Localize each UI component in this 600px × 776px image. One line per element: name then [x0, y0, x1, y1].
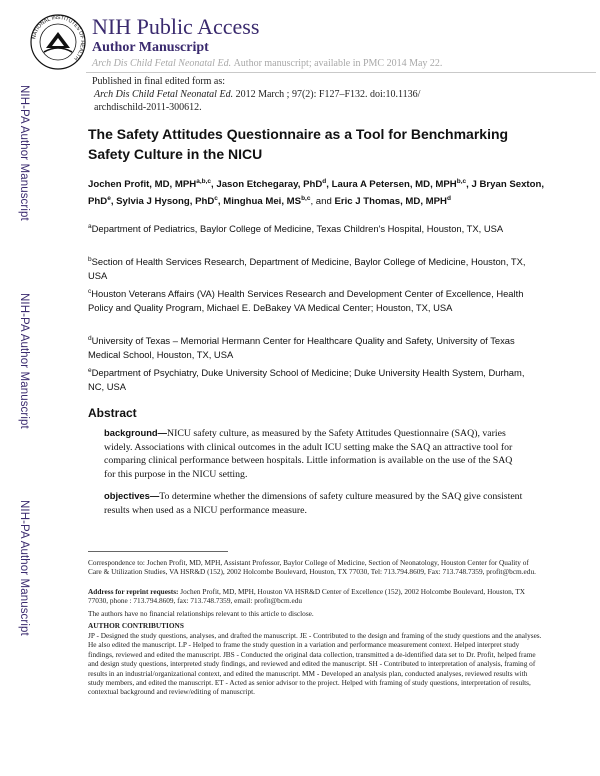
- affiliation-text: Houston Veterans Affairs (VA) Health Services Research and Development Center of Excellence, Health Policy and Quality Program, Michael E. DeBakey VA Medical Center; Houston, TX, USA: [88, 288, 524, 313]
- author-list: [88, 175, 544, 209]
- affiliation-b: [88, 253, 540, 282]
- author-separator: ,: [110, 196, 117, 208]
- author-affil: e: [107, 195, 111, 203]
- affiliation-marker: a: [88, 223, 92, 230]
- affiliation-a: [88, 220, 540, 236]
- author-name: Jason Etchegaray, PhD: [216, 179, 323, 191]
- publication-citation: [92, 88, 420, 101]
- nih-logo: [30, 14, 86, 70]
- footnote-correspondence: Correspondence to: Jochen Profit, MD, MPH, Assistant Professor, Baylor College of Medicine, Section of Neonatology, Houston Center for Quality of Care & Utilization Studies, VA HSR&D (152), 2002 Holcombe Boulevard, Houston, TX 77030, Tel: 713.794.8609, Fax: 713.748.7359, profit@bcm.edu.: [88, 558, 536, 577]
- affiliation-text: Department of Psychiatry, Duke University School of Medicine; Duke University Health System, Durham, NC, USA: [88, 367, 525, 392]
- contributions-text: JP - Designed the study questions, analyses, and drafted the manuscript. JE - Contributed to the design and framing of the study questions and the analyses. He also edited the manuscript. LP - Helped to frame the study question in a variation and performance measurement context. Helped interpret study findings, reviewed and edited the manuscript. JBS - Conducted the original data collection, transmitted a de-identified data set to Dr. Profit, helped frame and design study questions, interpreted study findings, and reviewed and edited the manuscript. SH - Contributed to interpretation of analysis, framing of results in an industrial/organizational context, and edited the manuscript. MM - Developed an analysis plan, conducted analyses, reviewed results with study members, and edited the manuscript. ET - Acted as senior advisor to the project. Helped with framing of study questions, interpretation of results, contextual background and review/editing of manuscript.: [88, 631, 542, 697]
- abstract-objectives: [104, 489, 524, 517]
- author-separator: ,: [466, 179, 472, 191]
- article-title: [88, 124, 548, 164]
- background-label: background—: [104, 427, 168, 438]
- author-separator: ,: [326, 179, 332, 191]
- header-journal: Arch Dis Child Fetal Neonatal Ed.: [92, 58, 232, 69]
- author-name: Eric J Thomas, MD, MPH: [334, 196, 447, 208]
- publication-journal: Arch Dis Child Fetal Neonatal Ed.: [94, 89, 234, 100]
- publication-info: [92, 75, 420, 114]
- author-name: Minghua Mei, MS: [223, 196, 302, 208]
- side-banner-1: NIH-PA Author Manuscript: [18, 85, 30, 221]
- affiliation-c: [88, 285, 540, 314]
- header-subtitle: Author Manuscript: [92, 40, 209, 55]
- affiliation-text: Section of Health Services Research, Department of Medicine, Baylor College of Medicine, Houston, TX, USA: [88, 256, 526, 281]
- author-affil: d: [446, 195, 451, 203]
- publication-volume: 2012 March ; 97(2): F127–F132. doi:10.1136/: [235, 89, 421, 100]
- affiliation-text: University of Texas – Memorial Hermann Center for Healthcare Quality and Safety, University of Texas Medical School, Houston, TX, USA: [88, 335, 515, 360]
- author-name: Jochen Profit, MD, MPH: [88, 179, 197, 191]
- objectives-label: objectives—: [104, 490, 160, 501]
- author-separator: ,: [211, 179, 217, 191]
- author-name: J Bryan Sexton, PhD: [88, 179, 544, 208]
- header-title: NIH Public Access: [92, 14, 260, 39]
- affiliation-marker: c: [88, 288, 92, 295]
- article-title-line-1: The Safety Attitudes Questionnaire as a Tool for Benchmarking: [88, 126, 509, 142]
- footnote-reprint: [88, 587, 544, 606]
- reprint-text: Jochen Profit, MD, MPH, Houston VA HSR&D Center of Excellence (152), 2002 Holcombe Boulevard, Houston, TX 77030, phone : 713.794.8609, fax: 713.748.7359, email: profit@bcm.edu: [88, 587, 526, 606]
- author-affil: d: [322, 178, 327, 185]
- svg-text:NATIONAL INSTITUTES OF HEALTH: NATIONAL INSTITUTES OF HEALTH: [31, 14, 86, 62]
- affiliation-marker: d: [88, 335, 92, 342]
- abstract-background: [104, 426, 524, 481]
- author-separator: ,: [217, 196, 224, 208]
- footnote-disclosure: The authors have no financial relationships relevant to this article to disclose.: [88, 609, 314, 618]
- author-affil: b,c: [456, 178, 467, 185]
- reprint-label: Address for reprint requests:: [88, 587, 179, 596]
- author-name: Sylvia J Hysong, PhD: [116, 196, 215, 208]
- author-affil: a,b,c: [196, 178, 212, 185]
- side-banner-3: NIH-PA Author Manuscript: [18, 500, 30, 636]
- background-text: NICU safety culture, as measured by the Safety Attitudes Questionnaire (SAQ), varies widely. Associations with clinical outcomes in the adult ICU setting make the SAQ an attractive tool for comparing clinical performance between hospitals. Little information is available on the use of the SAQ for this purpose in the NICU setting.: [104, 428, 513, 480]
- abstract-heading: Abstract: [88, 406, 137, 420]
- affiliation-e: [88, 364, 540, 393]
- author-name: Laura A Petersen, MD, MPH: [331, 179, 457, 191]
- header-divider: [86, 72, 596, 73]
- footnote-divider: [88, 551, 228, 552]
- publication-doi: archdischild-2011-300612.: [94, 102, 202, 113]
- author-affil: b,c: [301, 195, 311, 203]
- side-banner-2: NIH-PA Author Manuscript: [18, 293, 30, 429]
- affiliation-text: Department of Pediatrics, Baylor College of Medicine, Texas Children's Hospital, Houston, TX, USA: [91, 223, 504, 235]
- header-journal-line: [92, 58, 442, 69]
- affiliation-marker: e: [88, 367, 92, 374]
- affiliation-marker: b: [88, 256, 92, 263]
- header-availability: Author manuscript; available in PMC 2014 May 22.: [233, 58, 443, 69]
- objectives-text: To determine whether the dimensions of safety culture measured by the SAQ give consistent results when used as a NICU performance measure.: [104, 491, 523, 516]
- author-separator: , and: [310, 196, 335, 208]
- contributions-heading: AUTHOR CONTRIBUTIONS: [88, 621, 184, 630]
- article-title-line-2: Safety Culture in the NICU: [88, 146, 263, 162]
- affiliation-d: [88, 332, 540, 361]
- publication-label: Published in final edited form as:: [92, 76, 226, 87]
- author-affil: c: [214, 195, 218, 203]
